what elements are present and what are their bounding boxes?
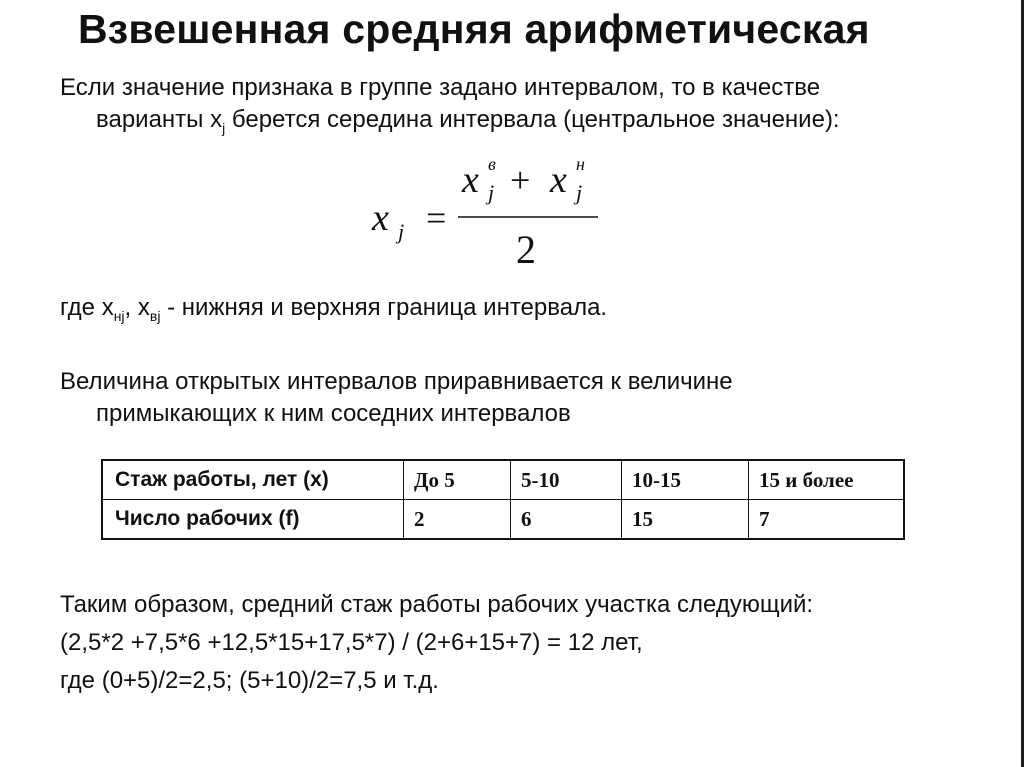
intro-subscript: j — [222, 120, 226, 136]
formula-denominator: 2 — [516, 227, 536, 272]
cell-experience-4: 15 и более — [749, 460, 905, 500]
formula-lhs-x: x — [372, 197, 389, 239]
formula-num-sup2: н — [576, 154, 585, 174]
open-intervals-line-2: примыкающих к ним соседних интервалов — [96, 400, 571, 427]
cell-workers-3: 15 — [622, 500, 749, 540]
where-paragraph — [60, 292, 607, 332]
formula-num-sub2: j — [576, 180, 583, 205]
midpoint-formula — [360, 150, 620, 280]
conclusion-line-3: где (0+5)/2=2,5; (5+10)/2=7,5 и т.д. — [60, 667, 439, 694]
formula-num-sup1: в — [488, 154, 496, 174]
conclusion-line-2: (2,5*2 +7,5*6 +12,5*15+17,5*7) / (2+6+15+7) = 12 лет, — [60, 629, 643, 656]
formula-lhs-sub: j — [398, 219, 405, 244]
experience-table — [101, 459, 905, 540]
conclusion-paragraph — [60, 586, 813, 700]
cell-experience-1: До 5 — [404, 460, 511, 500]
where-suffix: - нижняя и верхняя граница интервала. — [160, 294, 608, 321]
cell-workers-4: 7 — [749, 500, 905, 540]
intro-line-2 — [60, 104, 840, 144]
cell-workers-1: 2 — [404, 500, 511, 540]
formula-num-x1: x — [462, 159, 479, 201]
cell-experience-2: 5-10 — [511, 460, 622, 500]
formula-num-x2: x — [550, 159, 567, 201]
intro-line-2-start: варианты x — [96, 106, 223, 133]
formula-equals: = — [426, 198, 447, 238]
intro-line-2-end: берется середина интервала (центральное значение): — [225, 106, 840, 133]
where-separator: , x — [124, 294, 150, 321]
where-prefix: где x — [60, 294, 114, 321]
where-sub-lower: нj — [113, 308, 125, 324]
open-intervals-paragraph — [60, 366, 733, 430]
table-row-workers — [102, 500, 904, 540]
conclusion-line-1: Таким образом, средний стаж работы рабочих участка следующий: — [60, 591, 814, 618]
formula-num-sub1: j — [488, 180, 495, 205]
page-title: Взвешенная средняя арифметическая — [78, 6, 870, 52]
cell-experience-3: 10-15 — [622, 460, 749, 500]
intro-paragraph — [60, 72, 840, 144]
intro-line-1: Если значение признака в группе задано интервалом, то в качестве — [60, 74, 821, 101]
cell-workers-2: 6 — [511, 500, 622, 540]
row-label-experience: Стаж работы, лет (x) — [102, 460, 404, 500]
open-intervals-line-1: Величина открытых интервалов приравнивается к величине — [60, 368, 733, 395]
where-sub-upper: вj — [149, 308, 161, 324]
table-row-experience — [102, 460, 904, 500]
formula-plus: + — [510, 160, 531, 200]
row-label-workers: Число рабочих (f) — [102, 500, 404, 540]
